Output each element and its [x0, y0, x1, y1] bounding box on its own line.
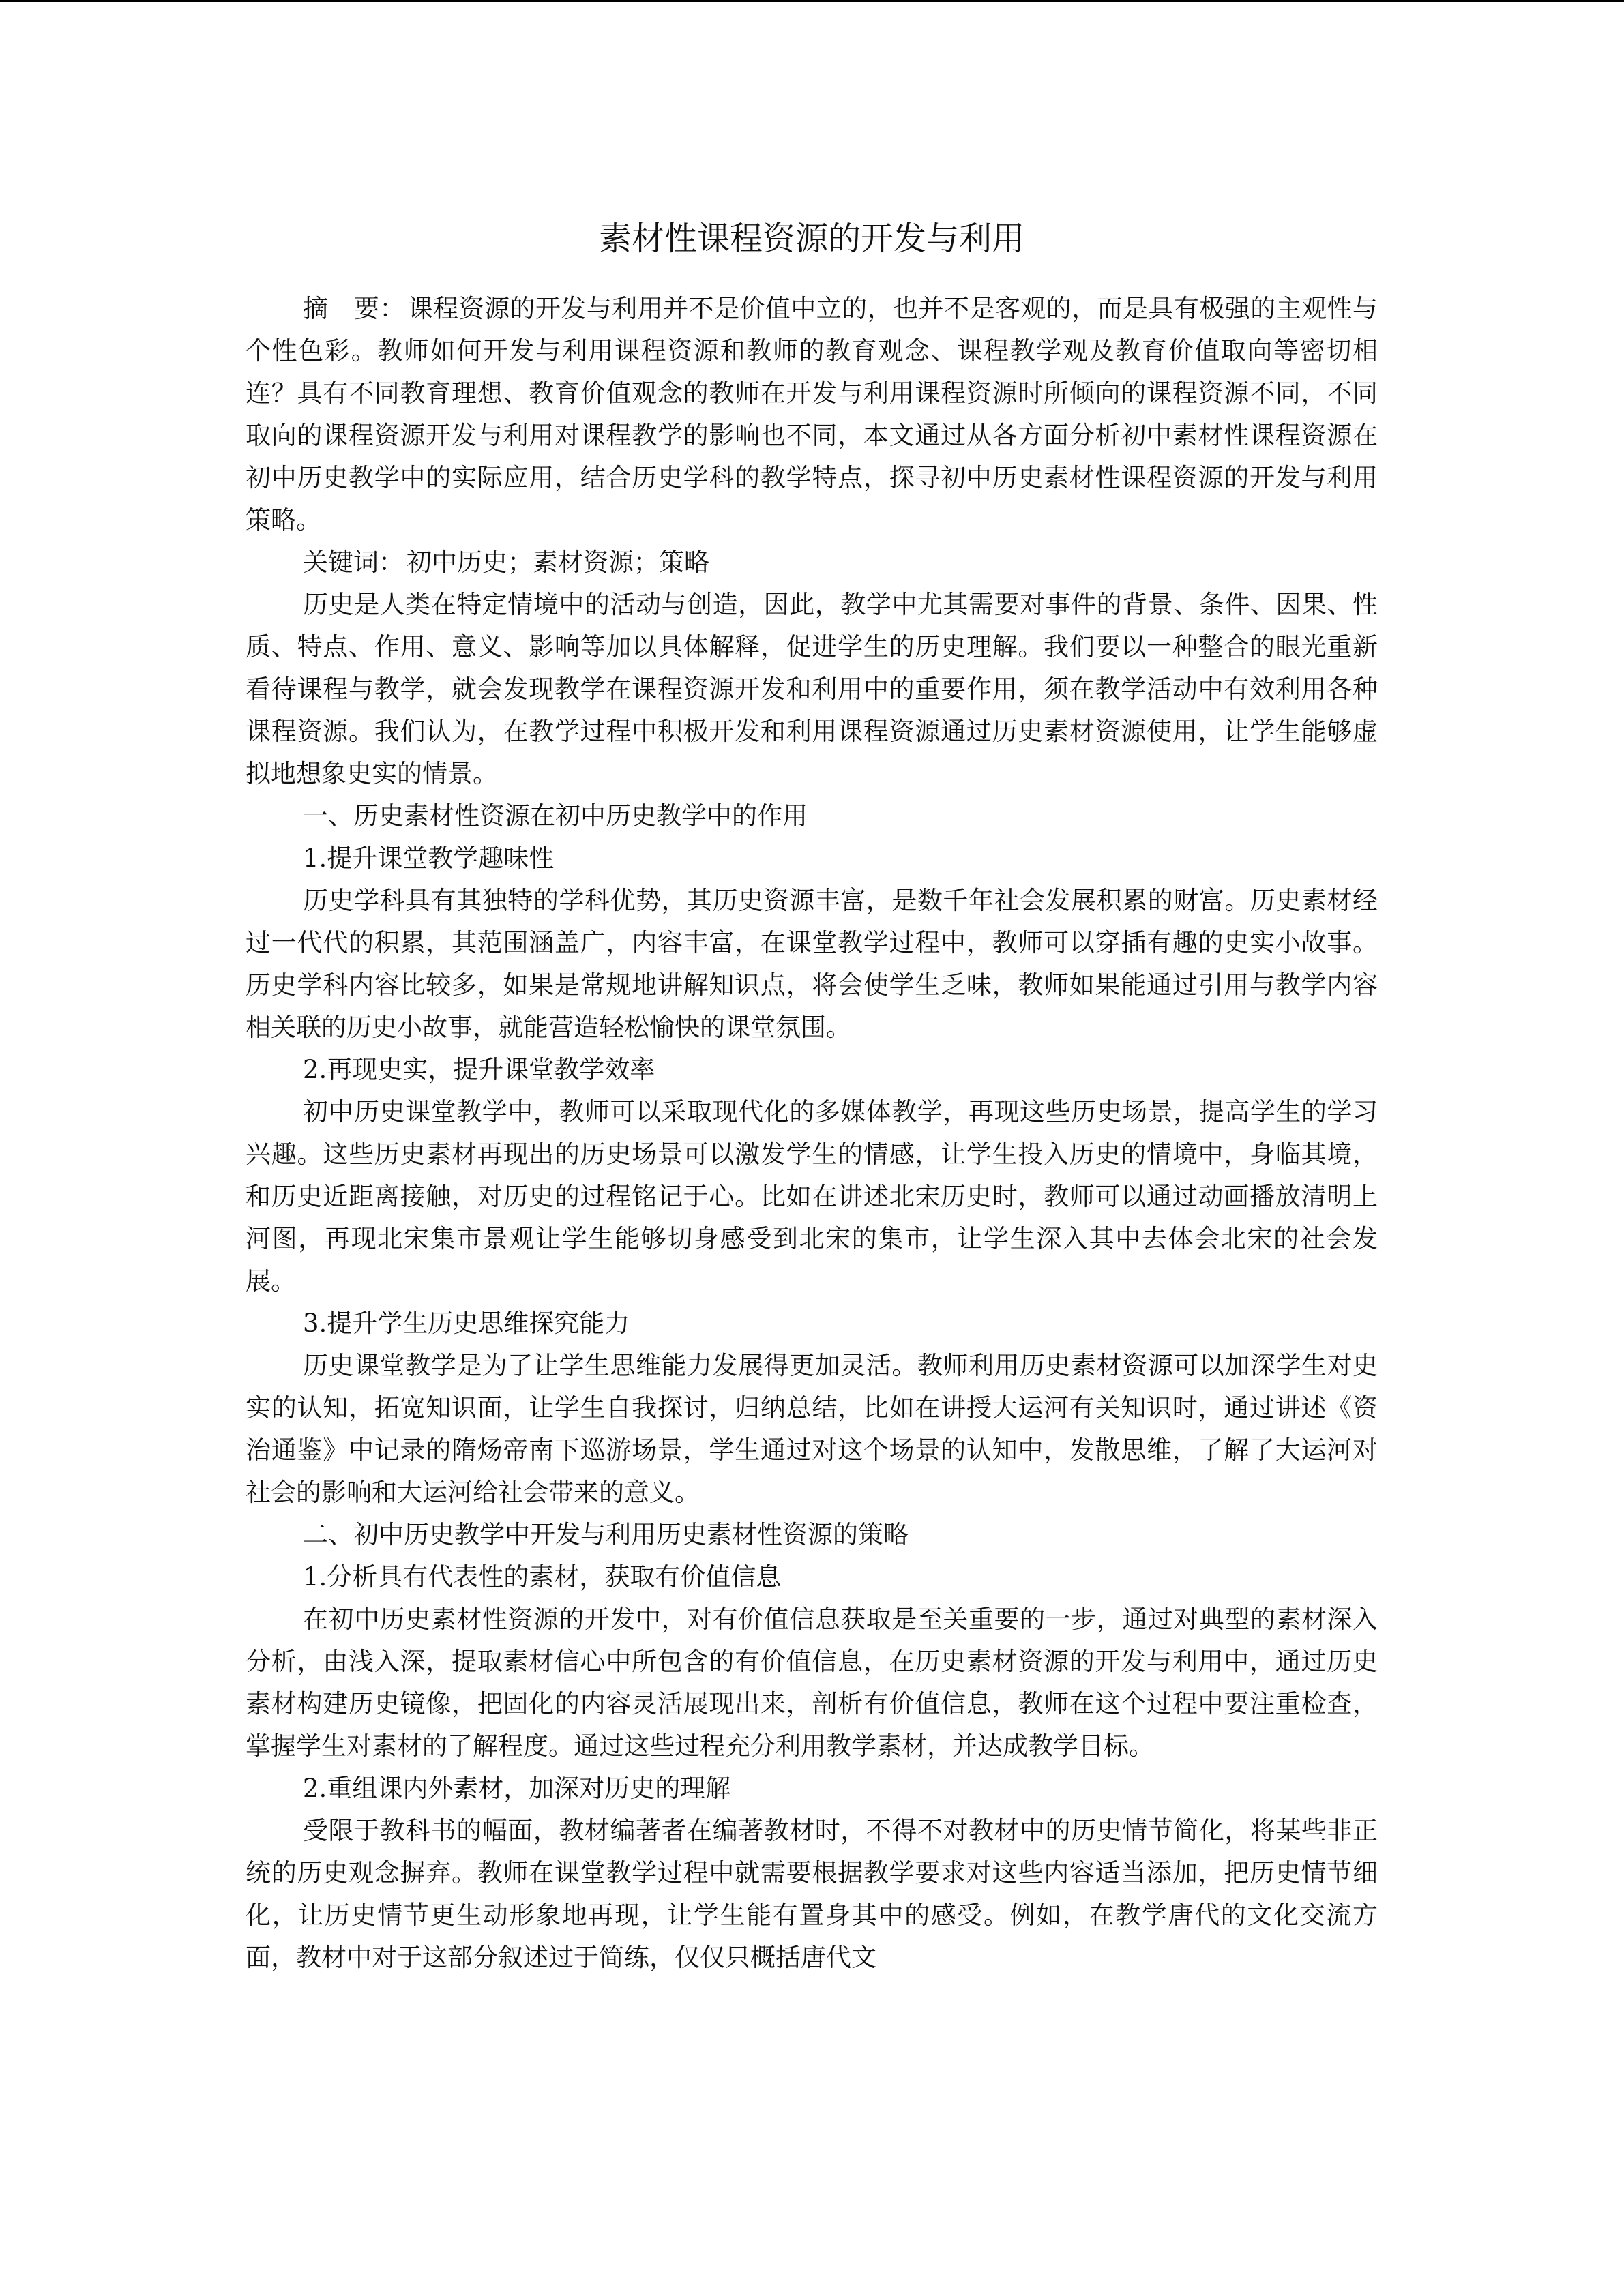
- section2-heading: 二、初中历史教学中开发与利用历史素材性资源的策略: [303, 1520, 909, 1549]
- abstract-paragraph: [246, 288, 1378, 541]
- document-page: [246, 205, 1378, 1979]
- abstract-text: 课程资源的开发与利用并不是价值中立的，也并不是客观的，而是具有极强的主观性与个性色彩。教师如何开发与利用课程资源和教师的教育观念、课程教学观及教育价值取向等密切相连？具有不同教育理想、教育价值观念的教师在开发与利用课程资源时所倾向的课程资源不同，不同取向的课程资源开发与利用对课程教学的影响也不同，本文通过从各方面分析初中素材性课程资源在初中历史教学中的实际应用，结合历史学科的教学特点，探寻初中历史素材性课程资源的开发与利用策略。: [246, 294, 1378, 535]
- keywords-paragraph: [246, 541, 1378, 584]
- keywords-label: 关键词：: [303, 548, 404, 577]
- document-title: 素材性课程资源的开发与利用: [598, 220, 1024, 258]
- section1-sub3-paragraph: 历史课堂教学是为了让学生思维能力发展得更加灵活。教师利用历史素材资源可以加深学生对史实的认知，拓宽知识面，让学生自我探讨，归纳总结，比如在讲授大运河有关知识时，通过讲述《资治通鉴》中记录的隋炀帝南下巡游场景，学生通过对这个场景的认知中，发散思维，了解了大运河对社会的影响和大运河给社会带来的意义。: [246, 1351, 1378, 1507]
- section1-sub2-heading: 2.再现史实，提升课堂教学效率: [303, 1055, 655, 1084]
- abstract-label: 摘 要：: [303, 294, 405, 323]
- top-border-line: [0, 0, 1624, 2]
- section1-sub1-paragraph: 历史学科具有其独特的学科优势，其历史资源丰富，是数千年社会发展积累的财富。历史素材经过一代代的积累，其范围涵盖广，内容丰富，在课堂教学过程中，教师可以穿插有趣的史实小故事。历史学科内容比较多，如果是常规地讲解知识点，将会使学生乏味，教师如果能通过引用与教学内容相关联的历史小故事，就能营造轻松愉快的课堂氛围。: [246, 886, 1378, 1042]
- section2-sub2-paragraph: 受限于教科书的幅面，教材编著者在编著教材时，不得不对教材中的历史情节简化，将某些非正统的历史观念摒弃。教师在课堂教学过程中就需要根据教学要求对这些内容适当添加，把历史情节细化，让历史情节更生动形象地再现，让学生能有置身其中的感受。例如，在教学唐代的文化交流方面，教材中对于这部分叙述过于简练，仅仅只概括唐代文: [246, 1816, 1378, 1972]
- section2-sub2-heading: 2.重组课内外素材，加深对历史的理解: [303, 1774, 731, 1803]
- section1-heading: 一、历史素材性资源在初中历史教学中的作用: [303, 801, 808, 831]
- section1-sub2-paragraph: 初中历史课堂教学中，教师可以采取现代化的多媒体教学，再现这些历史场景，提高学生的学习兴趣。这些历史素材再现出的历史场景可以激发学生的情感，让学生投入历史的情境中，身临其境，和历史近距离接触，对历史的过程铭记于心。比如在讲述北宋历史时，教师可以通过动画播放清明上河图，再现北宋集市景观让学生能够切身感受到北宋的集市，让学生深入其中去体会北宋的社会发展。: [246, 1097, 1378, 1296]
- section1-sub3-heading: 3.提升学生历史思维探究能力: [303, 1309, 630, 1338]
- section2-sub1-paragraph: 在初中历史素材性资源的开发中，对有价值信息获取是至关重要的一步，通过对典型的素材深入分析，由浅入深，提取素材信心中所包含的有价值信息，在历史素材资源的开发与利用中，通过历史素材构建历史镜像，把固化的内容灵活展现出来，剖析有价值信息，教师在这个过程中要注重检查，掌握学生对素材的了解程度。通过这些过程充分利用教学素材，并达成教学目标。: [246, 1605, 1378, 1761]
- section1-sub1-heading: 1.提升课堂教学趣味性: [303, 844, 555, 873]
- section2-sub1-heading: 1.分析具有代表性的素材，获取有价值信息: [303, 1562, 782, 1592]
- intro-paragraph: 历史是人类在特定情境中的活动与创造，因此，教学中尤其需要对事件的背景、条件、因果、性质、特点、作用、意义、影响等加以具体解释，促进学生的历史理解。我们要以一种整合的眼光重新看待课程与教学，就会发现教学在课程资源开发和利用中的重要作用，须在教学活动中有效利用各种课程资源。我们认为，在教学过程中积极开发和利用课程资源通过历史素材资源使用，让学生能够虚拟地想象史实的情景。: [246, 590, 1378, 788]
- keywords-text: 初中历史；素材资源；策略: [407, 548, 709, 577]
